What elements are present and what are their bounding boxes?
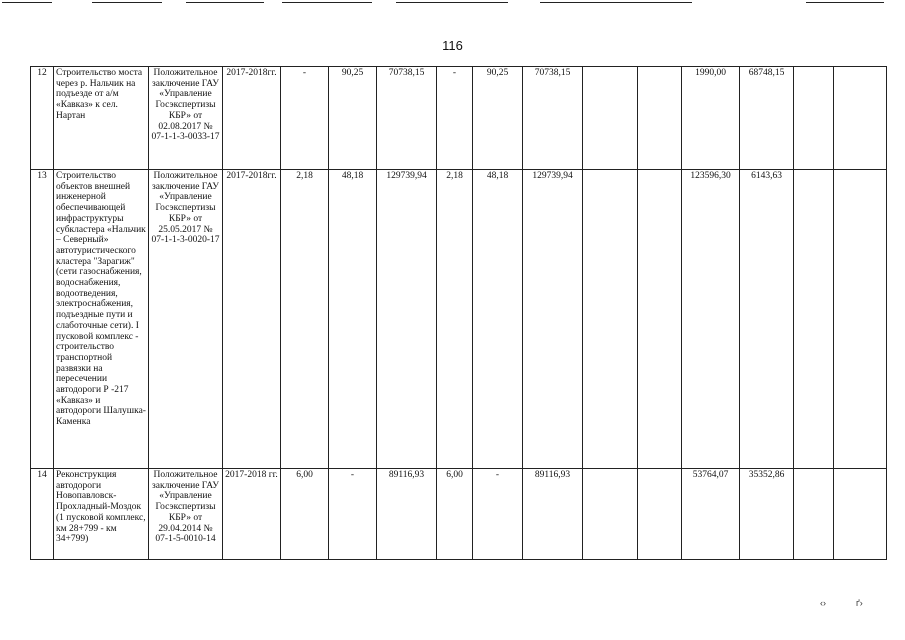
value-cell: 70738,15	[377, 67, 437, 170]
expertise-conclusion: Положительное заключение ГАУ «Управление Госэкспертизы КБР» от 29.04.2014 № 07-1-5-0010-14	[149, 469, 223, 560]
table-row	[31, 469, 887, 560]
period: 2017-2018гг.	[223, 170, 281, 469]
value-cell: 129739,94	[523, 170, 583, 469]
table-row	[31, 170, 887, 469]
value-cell: 123596,30	[682, 170, 740, 469]
value-cell: -	[329, 469, 377, 560]
top-rule-2	[92, 2, 162, 3]
value-cell	[834, 67, 887, 170]
top-rule-1	[2, 2, 52, 3]
value-cell: 2,18	[437, 170, 473, 469]
value-cell	[583, 170, 638, 469]
value-cell: 89116,93	[377, 469, 437, 560]
value-cell: 68748,15	[740, 67, 794, 170]
period: 2017-2018гг.	[223, 67, 281, 170]
objects-table	[30, 66, 887, 560]
value-cell: 6143,63	[740, 170, 794, 469]
value-cell	[583, 67, 638, 170]
value-cell: 6,00	[281, 469, 329, 560]
value-cell	[583, 469, 638, 560]
value-cell: -	[437, 67, 473, 170]
period: 2017-2018 гг.	[223, 469, 281, 560]
top-rule-5	[396, 2, 508, 3]
value-cell: -	[281, 67, 329, 170]
object-name: Строительство моста через р. Нальчик на подъезде от а/м «Кавказ» к сел. Нартан	[54, 67, 149, 170]
value-cell: 48,18	[473, 170, 523, 469]
page-number: 116	[442, 38, 463, 53]
value-cell	[794, 469, 834, 560]
object-name: Реконструкция автодороги Новопавловск-Прохладный-Моздок (1 пусковой комплекс, км 28+799 - км 34+799)	[54, 469, 149, 560]
top-rule-6	[540, 2, 692, 3]
value-cell: 35352,86	[740, 469, 794, 560]
object-name: Строительство объектов внешней инженерной обеспечивающей инфраструктуры субкластера «Нальчик – Северный» автотуристического кластера "Зарагиж" (сети газоснабжения, водоснабжения, водоотведения, электроснабжения, подъездные пути и слаботочные сети). I пусковой комплекс - строительство транспортной развязки на пересечении автодороги Р -217 «Кавказ» и автодороги Шалушка-Каменка	[54, 170, 149, 469]
value-cell	[834, 469, 887, 560]
top-rule-7	[806, 2, 884, 3]
expertise-conclusion: Положительное заключение ГАУ «Управление Госэкспертизы КБР» от 02.08.2017 № 07-1-1-3-0033-17	[149, 67, 223, 170]
value-cell	[834, 170, 887, 469]
expertise-conclusion: Положительное заключение ГАУ «Управление Госэкспертизы КБР» от 25.05.2017 № 07-1-1-3-0020-17	[149, 170, 223, 469]
value-cell: 53764,07	[682, 469, 740, 560]
row-number: 13	[31, 170, 54, 469]
top-rule-4	[282, 2, 372, 3]
value-cell: 48,18	[329, 170, 377, 469]
table-row	[31, 67, 887, 170]
value-cell	[638, 469, 682, 560]
footer-mark-right: ґ›	[856, 598, 863, 608]
value-cell: 90,25	[329, 67, 377, 170]
value-cell: 6,00	[437, 469, 473, 560]
value-cell	[638, 170, 682, 469]
value-cell	[638, 67, 682, 170]
row-number: 12	[31, 67, 54, 170]
value-cell: 2,18	[281, 170, 329, 469]
value-cell: 90,25	[473, 67, 523, 170]
value-cell: -	[473, 469, 523, 560]
value-cell	[794, 170, 834, 469]
value-cell	[794, 67, 834, 170]
value-cell: 129739,94	[377, 170, 437, 469]
row-number: 14	[31, 469, 54, 560]
value-cell: 70738,15	[523, 67, 583, 170]
value-cell: 1990,00	[682, 67, 740, 170]
footer-mark-left: ‹›	[820, 598, 826, 608]
value-cell: 89116,93	[523, 469, 583, 560]
top-rule-3	[186, 2, 264, 3]
